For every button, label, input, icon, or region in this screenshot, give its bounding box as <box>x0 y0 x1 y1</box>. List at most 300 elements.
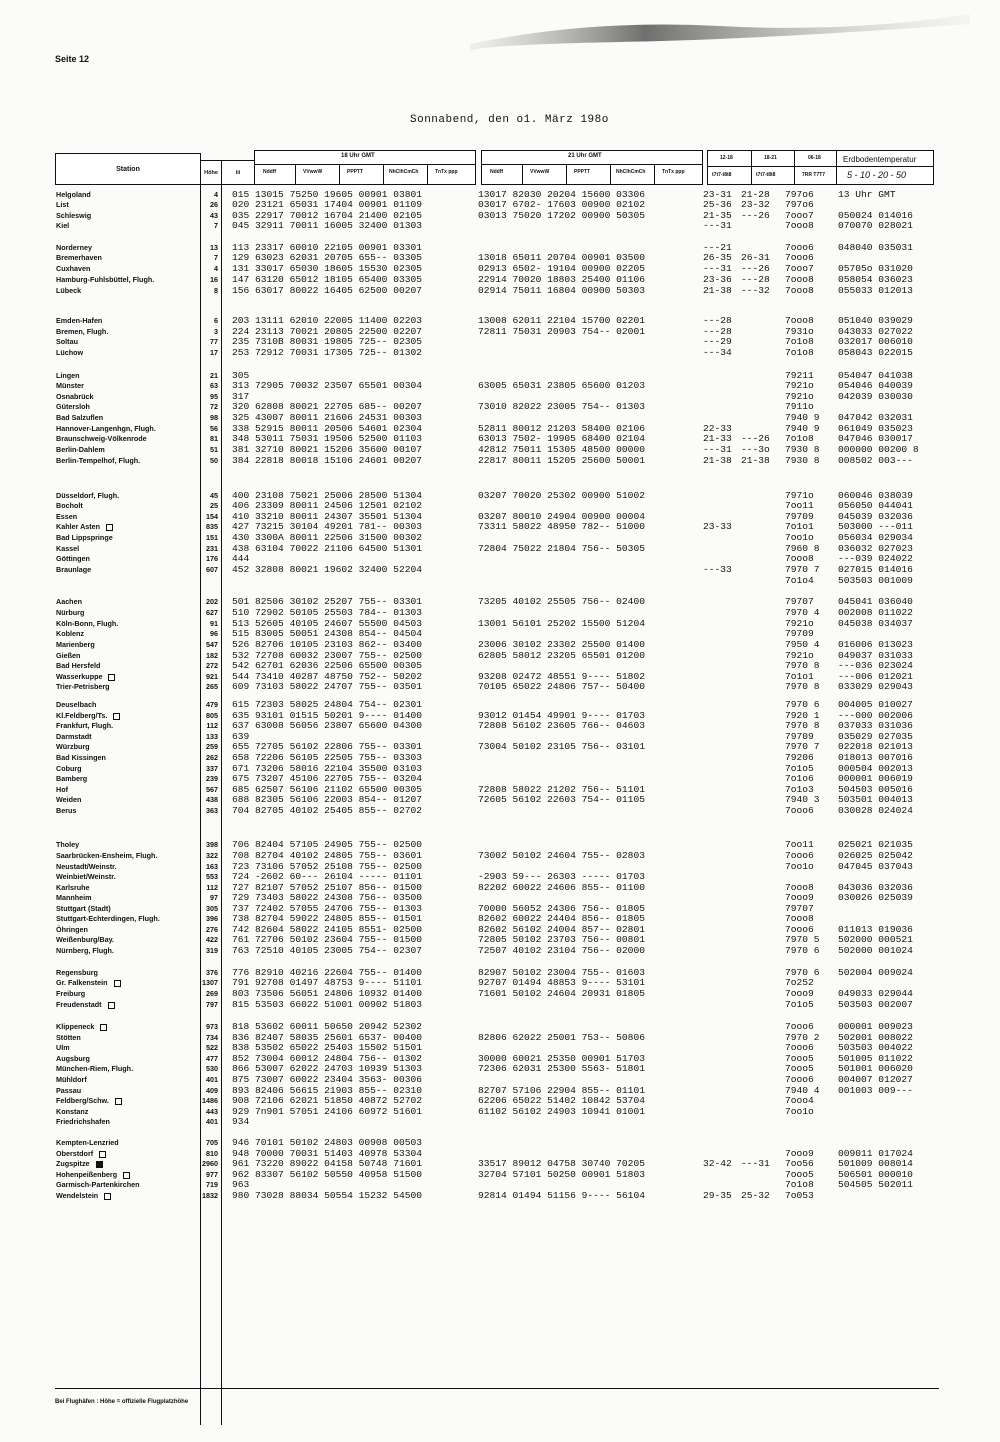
station-height: 97 <box>210 893 218 902</box>
table-row <box>0 1138 1000 1148</box>
obs-t3: 7970 6 <box>785 967 820 978</box>
obs-c21: 13008 62011 22104 15700 02201 <box>478 315 645 326</box>
height-header-label: Höhe <box>204 169 218 176</box>
station-name <box>56 597 82 607</box>
obs-t2: 21-38 <box>741 455 770 466</box>
station-name <box>56 533 113 543</box>
station-name-text: Gießen <box>56 651 81 660</box>
obs-c21: 52811 80012 21203 58400 02106 <box>478 423 645 434</box>
station-height: 239 <box>206 774 218 783</box>
station-height: 547 <box>206 640 218 649</box>
station-name <box>56 522 113 532</box>
obs-t3: 7ooo6 <box>785 242 814 253</box>
block-18-col-5: TnTx ppp <box>435 169 458 175</box>
table-row <box>0 742 1000 752</box>
station-name <box>56 753 106 763</box>
obs-t3: 7950 4 <box>785 639 820 650</box>
station-name <box>56 424 156 434</box>
obs-t3: 7ooo8 <box>785 285 814 296</box>
obs-t3: 7oo56 <box>785 1158 814 1169</box>
table-row <box>0 682 1000 692</box>
obs-earth: ---006 012021 <box>838 671 913 682</box>
station-name-text: Bamberg <box>56 774 88 783</box>
obs-t3: 7ooo8 <box>785 553 814 564</box>
obs-c18: 313 72905 70032 23507 65501 00304 <box>232 380 422 391</box>
obs-c18: 962 83307 56102 50550 40958 51500 <box>232 1169 422 1180</box>
obs-t2: ---26 <box>741 263 770 274</box>
station-height: 72 <box>210 402 218 411</box>
obs-c18: 338 52915 80011 20506 54601 02304 <box>232 423 422 434</box>
obs-c21: 82602 60022 24404 856-- 01805 <box>478 913 645 924</box>
obs-c21: 70000 56052 24306 756-- 01805 <box>478 903 645 914</box>
station-name-text: Zugspitze <box>56 1159 90 1168</box>
obs-t3: 7ooo9 <box>785 988 814 999</box>
station-name-text: Norderney <box>56 243 92 252</box>
station-name <box>56 565 91 575</box>
obs-earth: 047046 030017 <box>838 433 913 444</box>
table-row <box>0 381 1000 391</box>
obs-c18: 020 23121 65031 17404 00901 01109 <box>232 199 422 210</box>
station-name-text: Ulm <box>56 1043 70 1052</box>
station-height: 7 <box>214 221 218 230</box>
table-row <box>0 413 1000 423</box>
station-height: 98 <box>210 413 218 422</box>
obs-earth: 009011 017024 <box>838 1148 913 1159</box>
obs-earth: 503000 ---011 <box>838 521 913 532</box>
station-name <box>56 914 160 924</box>
station-name-text: Darmstadt <box>56 732 92 741</box>
obs-t3: 7o1o8 <box>785 336 814 347</box>
obs-earth: 054047 041038 <box>838 370 913 381</box>
station-height: 262 <box>206 753 218 762</box>
station-height: 26 <box>210 200 218 209</box>
mountain-station-marker-icon <box>123 1172 130 1179</box>
table-row <box>0 914 1000 924</box>
obs-c21: 33517 89012 04758 30740 70205 <box>478 1158 645 1169</box>
obs-earth: 055033 012013 <box>838 285 913 296</box>
table-row <box>0 275 1000 285</box>
obs-earth: 058054 036023 <box>838 274 913 285</box>
station-name-text: Gr. Falkenstein <box>56 978 108 987</box>
obs-t3: 7o1o3 <box>785 784 814 795</box>
block-21-col-2: VVwwW <box>530 169 550 175</box>
station-name-text: Freudenstadt <box>56 1000 102 1009</box>
obs-t3: 7o1o4 <box>785 575 814 586</box>
station-name-text: Deuselbach <box>56 700 97 709</box>
station-height: 112 <box>206 721 218 730</box>
station-name-text: Feldberg/Schw. <box>56 1096 109 1105</box>
obs-t3: 7ooo6 <box>785 805 814 816</box>
obs-c18: 156 63017 80022 16405 62500 00207 <box>232 285 422 296</box>
mountain-station-marker-icon <box>106 524 113 531</box>
station-height: 1832 <box>202 1191 218 1200</box>
obs-t1: ---34 <box>703 347 732 358</box>
station-height: 363 <box>206 806 218 815</box>
obs-t3: 7ooo8 <box>785 220 814 231</box>
station-name-text: Passau <box>56 1086 82 1095</box>
mountain-station-marker-icon <box>108 674 115 681</box>
table-row <box>0 1075 1000 1085</box>
obs-c18: 961 73220 89022 04158 50748 71601 <box>232 1158 422 1169</box>
station-name <box>56 190 91 200</box>
obs-c18: 320 62808 80021 22705 685-- 00207 <box>232 401 422 412</box>
station-height: 973 <box>206 1022 218 1031</box>
obs-t3: 7970 6 <box>785 945 820 956</box>
station-height: 91 <box>210 619 218 628</box>
station-name-text: Köln-Bonn, Flugh. <box>56 619 119 628</box>
mountain-station-marker-icon <box>104 1193 111 1200</box>
table-row <box>0 456 1000 466</box>
obs-c18: 113 23317 60010 22105 00901 03301 <box>232 242 422 253</box>
obs-earth: 070070 028021 <box>838 220 913 231</box>
station-name-text: Saarbrücken-Ensheim, Flugh. <box>56 851 158 860</box>
station-name <box>56 221 69 231</box>
obs-c18: 305 <box>232 370 250 381</box>
obs-earth: 051040 039029 <box>838 315 913 326</box>
height-header <box>200 160 222 185</box>
station-name-text: Stuttgart-Echterdingen, Flugh. <box>56 914 160 923</box>
station-name <box>56 337 78 347</box>
station-name-text: Stötten <box>56 1033 81 1042</box>
mountain-station-marker-icon <box>114 980 121 987</box>
station-height: 202 <box>206 597 218 606</box>
table-row <box>0 1064 1000 1074</box>
temp-range-header <box>707 150 837 185</box>
obs-earth: 058043 022015 <box>838 347 913 358</box>
obs-c21: 62206 65022 51402 10842 53704 <box>478 1095 645 1106</box>
station-name <box>56 721 113 731</box>
station-name-text: Bremerhaven <box>56 253 102 262</box>
station-height: 176 <box>206 554 218 563</box>
station-name-text: Coburg <box>56 764 82 773</box>
obs-t2: 23-32 <box>741 199 770 210</box>
obs-c21: 63013 7502- 19905 68400 02104 <box>478 433 645 444</box>
obs-t3: 7ooo8 <box>785 274 814 285</box>
obs-t3: 7921o <box>785 618 814 629</box>
obs-c18: 147 63120 65012 18105 65400 03305 <box>232 274 422 285</box>
obs-t3: 7970 7 <box>785 564 820 575</box>
station-name <box>56 608 84 618</box>
table-row <box>0 286 1000 296</box>
station-height: 259 <box>206 742 218 751</box>
obs-c18: 724 -2602 60--- 26104 ----- 01101 <box>232 871 422 882</box>
obs-earth: 033029 029043 <box>838 681 913 692</box>
station-name-text: Osnabrück <box>56 392 94 401</box>
table-row <box>0 753 1000 763</box>
obs-t3: 7o1o8 <box>785 433 814 444</box>
obs-c18: 708 82704 40102 24805 755-- 03601 <box>232 850 422 861</box>
station-height: 398 <box>206 840 218 849</box>
station-name <box>56 774 87 784</box>
obs-c18: 513 52605 40105 24607 55500 04503 <box>232 618 422 629</box>
station-name <box>56 711 120 721</box>
obs-c18: 838 53502 65022 25403 15502 51501 <box>232 1042 422 1053</box>
station-name-text: Hamburg-Fuhlsbüttel, Flugh. <box>56 275 155 284</box>
station-name <box>56 925 88 935</box>
obs-c21: 22914 70020 18803 25400 01106 <box>478 274 645 285</box>
station-name-text: Würzburg <box>56 742 90 751</box>
station-height: 337 <box>206 764 218 773</box>
obs-c18: 384 22818 80018 15106 24601 00207 <box>232 455 422 466</box>
obs-c18: 671 73206 58016 22104 35500 03103 <box>232 763 422 774</box>
station-height: 231 <box>206 544 218 553</box>
obs-c18: 815 53503 66022 51001 00902 51803 <box>232 999 422 1010</box>
station-name <box>56 554 90 564</box>
obs-t3: 79709 <box>785 731 814 742</box>
station-height: 95 <box>210 392 218 401</box>
station-height: 265 <box>206 682 218 691</box>
temp-range-sub-3: 7RR T7T7 <box>802 172 826 178</box>
obs-earth: 030026 025039 <box>838 892 913 903</box>
station-name-text: Aachen <box>56 597 82 606</box>
obs-c18: 675 73207 45106 22705 755-- 03204 <box>232 773 422 784</box>
obs-c21: 42812 75011 15305 48500 00000 <box>478 444 645 455</box>
obs-c21: 72306 62031 25300 5563- 51801 <box>478 1063 645 1074</box>
obs-c18: 400 23108 75021 25006 28500 51304 <box>232 490 422 501</box>
obs-t1: ---31 <box>703 263 732 274</box>
station-height: 13 <box>210 243 218 252</box>
obs-c18: 131 33017 65030 18605 15530 02305 <box>232 263 422 274</box>
table-row <box>0 1117 1000 1127</box>
obs-t3: 7970 2 <box>785 1032 820 1043</box>
obs-c21: 13001 56101 25202 15500 51204 <box>478 618 645 629</box>
obs-c21: 23006 30102 23302 25500 01400 <box>478 639 645 650</box>
obs-c18: 655 72705 56102 22806 755-- 03301 <box>232 741 422 752</box>
obs-t3: 7ooo6 <box>785 1074 814 1085</box>
obs-t3: 7o1o8 <box>785 347 814 358</box>
station-name <box>56 946 114 956</box>
station-name <box>56 316 102 326</box>
station-height: 25 <box>210 501 218 510</box>
station-name-text: Bad Kissingen <box>56 753 106 762</box>
obs-c18: 763 72510 40105 23005 754-- 02307 <box>232 945 422 956</box>
station-name-text: Mannheim <box>56 893 92 902</box>
station-name-text: Helgoland <box>56 190 91 199</box>
obs-t3: 7930 8 <box>785 455 820 466</box>
station-name-text: Garmisch-Partenkirchen <box>56 1180 140 1189</box>
station-height: 8 <box>214 286 218 295</box>
obs-t3: 7920 1 <box>785 710 820 721</box>
block-18-col-2: VVwwW <box>303 169 323 175</box>
obs-c18: 946 70101 50102 24803 00908 00503 <box>232 1137 422 1148</box>
station-name <box>56 243 92 253</box>
station-name-text: Münster <box>56 381 84 390</box>
obs-c18: 615 72303 58025 24804 754-- 02301 <box>232 699 422 710</box>
station-height: 3 <box>214 327 218 336</box>
station-name-text: Karlsruhe <box>56 883 90 892</box>
obs-t3: 7971o <box>785 490 814 501</box>
station-name-text: Lingen <box>56 371 80 380</box>
station-height: 276 <box>206 925 218 934</box>
station-height: 705 <box>206 1138 218 1147</box>
table-row <box>0 576 1000 586</box>
obs-t3: 7ooo6 <box>785 850 814 861</box>
obs-c18: 980 73028 88034 50554 15232 54500 <box>232 1190 422 1201</box>
scan-smudge <box>470 14 970 54</box>
table-row <box>0 978 1000 988</box>
station-height: 17 <box>210 348 218 357</box>
station-name-text: Cuxhaven <box>56 264 91 273</box>
station-name-text: Wendelstein <box>56 1191 99 1200</box>
obs-c18: 325 43007 80011 21606 24531 00303 <box>232 412 422 423</box>
obs-c21: 72507 40102 23104 756-- 02000 <box>478 945 645 956</box>
station-height: 409 <box>206 1086 218 1095</box>
obs-t1: ---29 <box>703 336 732 347</box>
obs-c18: 444 <box>232 553 250 564</box>
table-row <box>0 316 1000 326</box>
obs-t3: 7921o <box>785 650 814 661</box>
station-name-text: Freiburg <box>56 989 86 998</box>
station-height: 627 <box>206 608 218 617</box>
table-row <box>0 1043 1000 1053</box>
table-row <box>0 533 1000 543</box>
temp-range-col-1: 12-18 <box>720 155 733 161</box>
obs-t1: 29-35 <box>703 1190 732 1201</box>
obs-earth: 502000 000521 <box>838 934 913 945</box>
station-name <box>56 851 157 861</box>
station-name-text: Nürnberg, Flugh. <box>56 946 114 955</box>
obs-earth: 503501 004013 <box>838 794 913 805</box>
obs-t3: 79206 <box>785 752 814 763</box>
table-row <box>0 640 1000 650</box>
station-height: 479 <box>206 700 218 709</box>
obs-c21: 62805 58012 23205 65501 01200 <box>478 650 645 661</box>
station-name-text: Bremen, Flugh. <box>56 327 109 336</box>
obs-t3: 7oo1o <box>785 1106 814 1117</box>
station-height: 401 <box>206 1117 218 1126</box>
obs-earth: 502004 009024 <box>838 967 913 978</box>
station-name-text: Braunlage <box>56 565 92 574</box>
obs-t2: 21-28 <box>741 189 770 200</box>
station-name-text: Regensburg <box>56 968 98 977</box>
obs-c21: 13017 82030 20204 15600 03306 <box>478 189 645 200</box>
station-name <box>56 1096 122 1106</box>
obs-earth: 05705o 031020 <box>838 263 913 274</box>
obs-t3: 797o6 <box>785 199 814 210</box>
obs-c18: 639 <box>232 731 250 742</box>
station-name <box>56 1043 70 1053</box>
block-18-col-4: NhClhCmCh <box>389 169 419 175</box>
obs-c21: 03207 80010 24904 00900 00004 <box>478 511 645 522</box>
station-name-text: Braunschweig-Völkenrode <box>56 434 147 443</box>
station-name-text: Göttingen <box>56 554 90 563</box>
obs-t3: 7ooo5 <box>785 1053 814 1064</box>
obs-c18: 510 72902 50105 25503 784-- 01303 <box>232 607 422 618</box>
station-height: 163 <box>206 862 218 871</box>
obs-t2: ---32 <box>741 285 770 296</box>
station-name <box>56 1180 140 1190</box>
obs-t3: 7940 4 <box>785 1085 820 1096</box>
station-name <box>56 413 103 423</box>
obs-earth: 030028 024024 <box>838 805 913 816</box>
obs-earth: 035029 027035 <box>838 731 913 742</box>
obs-c21: 72805 50102 23703 756-- 00801 <box>478 934 645 945</box>
station-name-text: Augsburg <box>56 1054 90 1063</box>
station-height: 477 <box>206 1054 218 1063</box>
station-name-text: Emden-Hafen <box>56 316 103 325</box>
report-date: Sonnabend, den o1. März 198o <box>410 114 609 126</box>
obs-t3: 7970 6 <box>785 699 820 710</box>
obs-t3: 7ooo8 <box>785 315 814 326</box>
station-height: 1307 <box>202 978 218 987</box>
station-height: 154 <box>206 512 218 521</box>
mountain-station-marker-icon <box>100 1024 107 1031</box>
station-height: 43 <box>210 211 218 220</box>
obs-c21: 61102 56102 24903 10941 01001 <box>478 1106 645 1117</box>
obs-t3: 7921o <box>785 391 814 402</box>
station-height: 401 <box>206 1075 218 1084</box>
obs-t3: 7oo11 <box>785 500 814 511</box>
obs-earth: 504505 502011 <box>838 1179 913 1190</box>
obs-c18: 658 72206 56105 22505 755-- 03303 <box>232 752 422 763</box>
obs-t2: ---26 <box>741 433 770 444</box>
obs-c21: 93208 02472 48551 9---- 51802 <box>478 671 645 682</box>
station-height: 553 <box>206 872 218 881</box>
obs-c21: 03013 75020 17202 00900 50305 <box>478 210 645 221</box>
station-height: 151 <box>206 533 218 542</box>
obs-c21: 73002 50102 24604 755-- 02803 <box>478 850 645 861</box>
obs-t2: ---3o <box>741 444 770 455</box>
station-name <box>56 862 117 872</box>
station-name <box>56 286 81 296</box>
obs-earth: 008502 003--- <box>838 455 913 466</box>
obs-c18: 235 7310B 80031 19805 725-- 02305 <box>232 336 422 347</box>
obs-t3: 79707 <box>785 596 814 607</box>
station-height: 719 <box>206 1180 218 1189</box>
station-name <box>56 1159 103 1169</box>
table-row <box>0 893 1000 903</box>
station-height: 805 <box>206 711 218 720</box>
table-row <box>0 501 1000 511</box>
station-name-text: Oberstdorf <box>56 1149 94 1158</box>
obs-c21: 32704 57101 50250 00901 51803 <box>478 1169 645 1180</box>
station-name <box>56 1138 119 1148</box>
station-name <box>56 893 92 903</box>
table-row <box>0 795 1000 805</box>
obs-t2: ---31 <box>741 1158 770 1169</box>
station-height: 56 <box>210 424 218 433</box>
table-row <box>0 619 1000 629</box>
obs-c18: 381 32710 80021 15206 35600 00107 <box>232 444 422 455</box>
obs-c21: 92814 01494 51156 9---- 56104 <box>478 1190 645 1201</box>
obs-c21: 72804 75022 21804 756-- 50305 <box>478 543 645 554</box>
obs-earth: 056050 044041 <box>838 500 913 511</box>
station-name <box>56 1191 111 1201</box>
obs-t3: 7o1o1 <box>785 671 814 682</box>
obs-c21: 73205 40102 25505 756-- 02400 <box>478 596 645 607</box>
obs-t3: 7ooo6 <box>785 1042 814 1053</box>
table-row <box>0 253 1000 263</box>
station-height: 51 <box>210 445 218 454</box>
station-height: 77 <box>210 337 218 346</box>
obs-c21: 82202 60022 24606 855-- 01100 <box>478 882 645 893</box>
obs-t1: 21-38 <box>703 455 732 466</box>
table-row <box>0 840 1000 850</box>
station-name-text: München-Riem, Flugh. <box>56 1064 134 1073</box>
obs-c18: 406 23309 80011 24506 12501 02102 <box>232 500 422 511</box>
station-name <box>56 661 100 671</box>
station-height: 567 <box>206 785 218 794</box>
block-21-title: 21 Uhr GMT <box>568 153 602 159</box>
obs-c18: 526 82706 10105 23103 862-- 03400 <box>232 639 422 650</box>
mountain-station-filled-marker-icon <box>96 1161 103 1168</box>
obs-c18: 738 82704 59022 24805 855-- 01501 <box>232 913 422 924</box>
obs-t3: 7970 7 <box>785 741 820 752</box>
table-row <box>0 851 1000 861</box>
obs-c21: 82806 62022 25001 753-- 50806 <box>478 1032 645 1043</box>
obs-earth: 049033 029044 <box>838 988 913 999</box>
station-name <box>56 348 83 358</box>
